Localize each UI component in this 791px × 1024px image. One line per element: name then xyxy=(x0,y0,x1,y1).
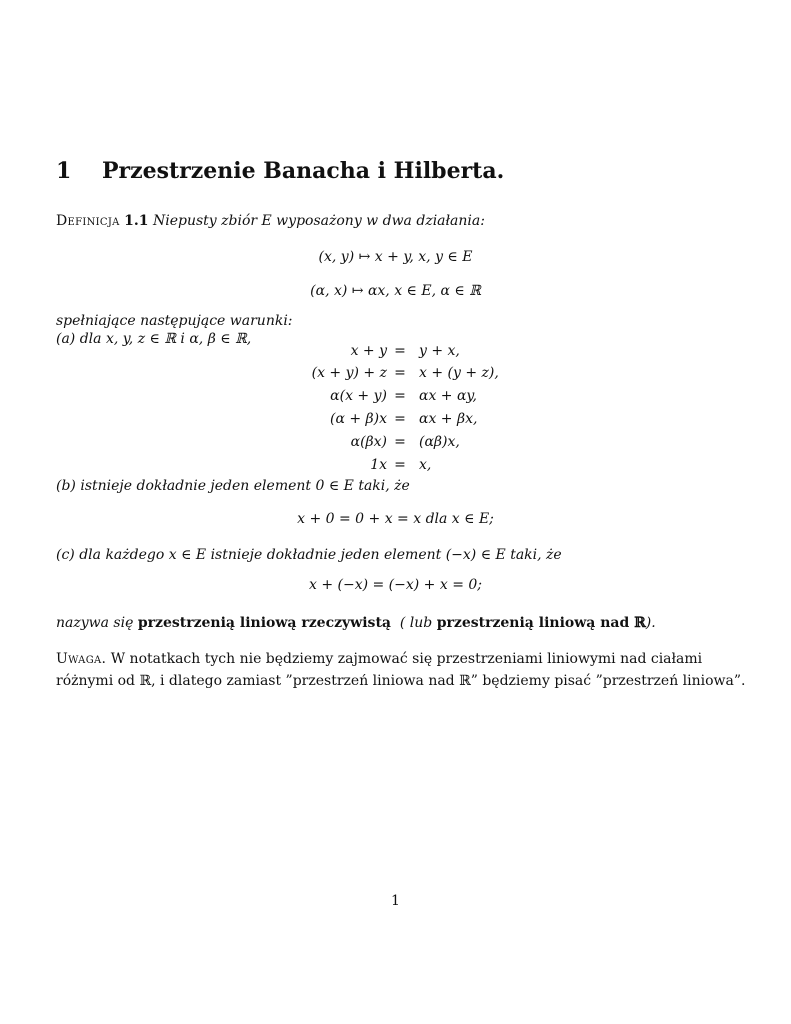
definition-intro: Niepusty zbiór E wyposażony w dwa działania: xyxy=(152,213,485,229)
condition-b: (b) istnieje dokładnie jeden element 0 ∈ E taki, że xyxy=(56,478,410,494)
naming-term-2: przestrzenią liniową nad ℝ xyxy=(436,615,646,631)
remark-paragraph xyxy=(56,648,756,692)
operation-addition: (x, y) ↦ x + y, x, y ∈ E xyxy=(318,249,473,265)
axiom-row xyxy=(260,411,540,433)
axiom-lhs: (x + y) + z xyxy=(311,365,387,381)
operation-scalar-multiplication: (α, x) ↦ αx, x ∈ E, α ∈ ℝ xyxy=(310,283,481,299)
equation-b: x + 0 = 0 + x = x dla x ∈ E; xyxy=(297,511,494,527)
conditions-intro: spełniające następujące warunki: xyxy=(56,313,293,329)
axiom-lhs: (α + β)x xyxy=(330,411,387,427)
naming-term-1: przestrzenią liniową rzeczywistą xyxy=(137,615,391,631)
naming-middle: ( lub xyxy=(390,615,437,631)
definition-label: Definicja xyxy=(56,213,120,229)
section-number: 1 xyxy=(56,158,72,184)
remark-text: W notatkach tych nie będziemy zajmować się przestrzeniami liniowymi nad ciałami różnymi od ℝ, i dlatego zamiast ”przestrzeń liniowa nad ℝ” będziemy pisać ”przestrzeń liniowa”. xyxy=(56,651,746,689)
equation-c: x + (−x) = (−x) + x = 0; xyxy=(308,577,483,593)
axiom-rhs: (αβ)x, xyxy=(419,434,460,450)
axiom-rhs: αx + βx, xyxy=(419,411,478,427)
remark-label: Uwaga. xyxy=(56,651,107,667)
axiom-rhs: x, xyxy=(419,457,432,473)
condition-c: (c) dla każdego x ∈ E istnieje dokładnie jeden element (−x) ∈ E taki, że xyxy=(56,547,562,563)
axiom-rhs: x + (y + z), xyxy=(419,365,499,381)
axiom-lhs: α(x + y) xyxy=(330,388,387,404)
axiom-lhs: x + y xyxy=(350,343,387,359)
naming-prefix: nazywa się xyxy=(56,615,138,631)
axiom-rel: = xyxy=(394,343,406,359)
section-title: Przestrzenie Banacha i Hilberta. xyxy=(102,158,505,184)
page-number: 1 xyxy=(391,893,400,909)
axiom-row xyxy=(260,365,540,387)
axiom-rel: = xyxy=(394,365,406,381)
naming-suffix: ). xyxy=(645,615,656,631)
condition-a: (a) dla x, y, z ∈ ℝ i α, β ∈ ℝ, xyxy=(56,331,252,347)
definition-line xyxy=(56,213,485,229)
axiom-rel: = xyxy=(394,388,406,404)
axiom-lhs: 1x xyxy=(370,457,387,473)
axiom-rel: = xyxy=(394,457,406,473)
axiom-row xyxy=(260,434,540,456)
axiom-rhs: αx + αy, xyxy=(419,388,477,404)
axiom-row xyxy=(260,388,540,410)
axiom-rhs: y + x, xyxy=(419,343,460,359)
axiom-rel: = xyxy=(394,411,406,427)
axiom-row xyxy=(260,343,540,365)
axiom-rel: = xyxy=(394,434,406,450)
naming-sentence xyxy=(56,612,756,634)
definition-number: 1.1 xyxy=(124,213,149,229)
axiom-lhs: α(βx) xyxy=(350,434,387,450)
